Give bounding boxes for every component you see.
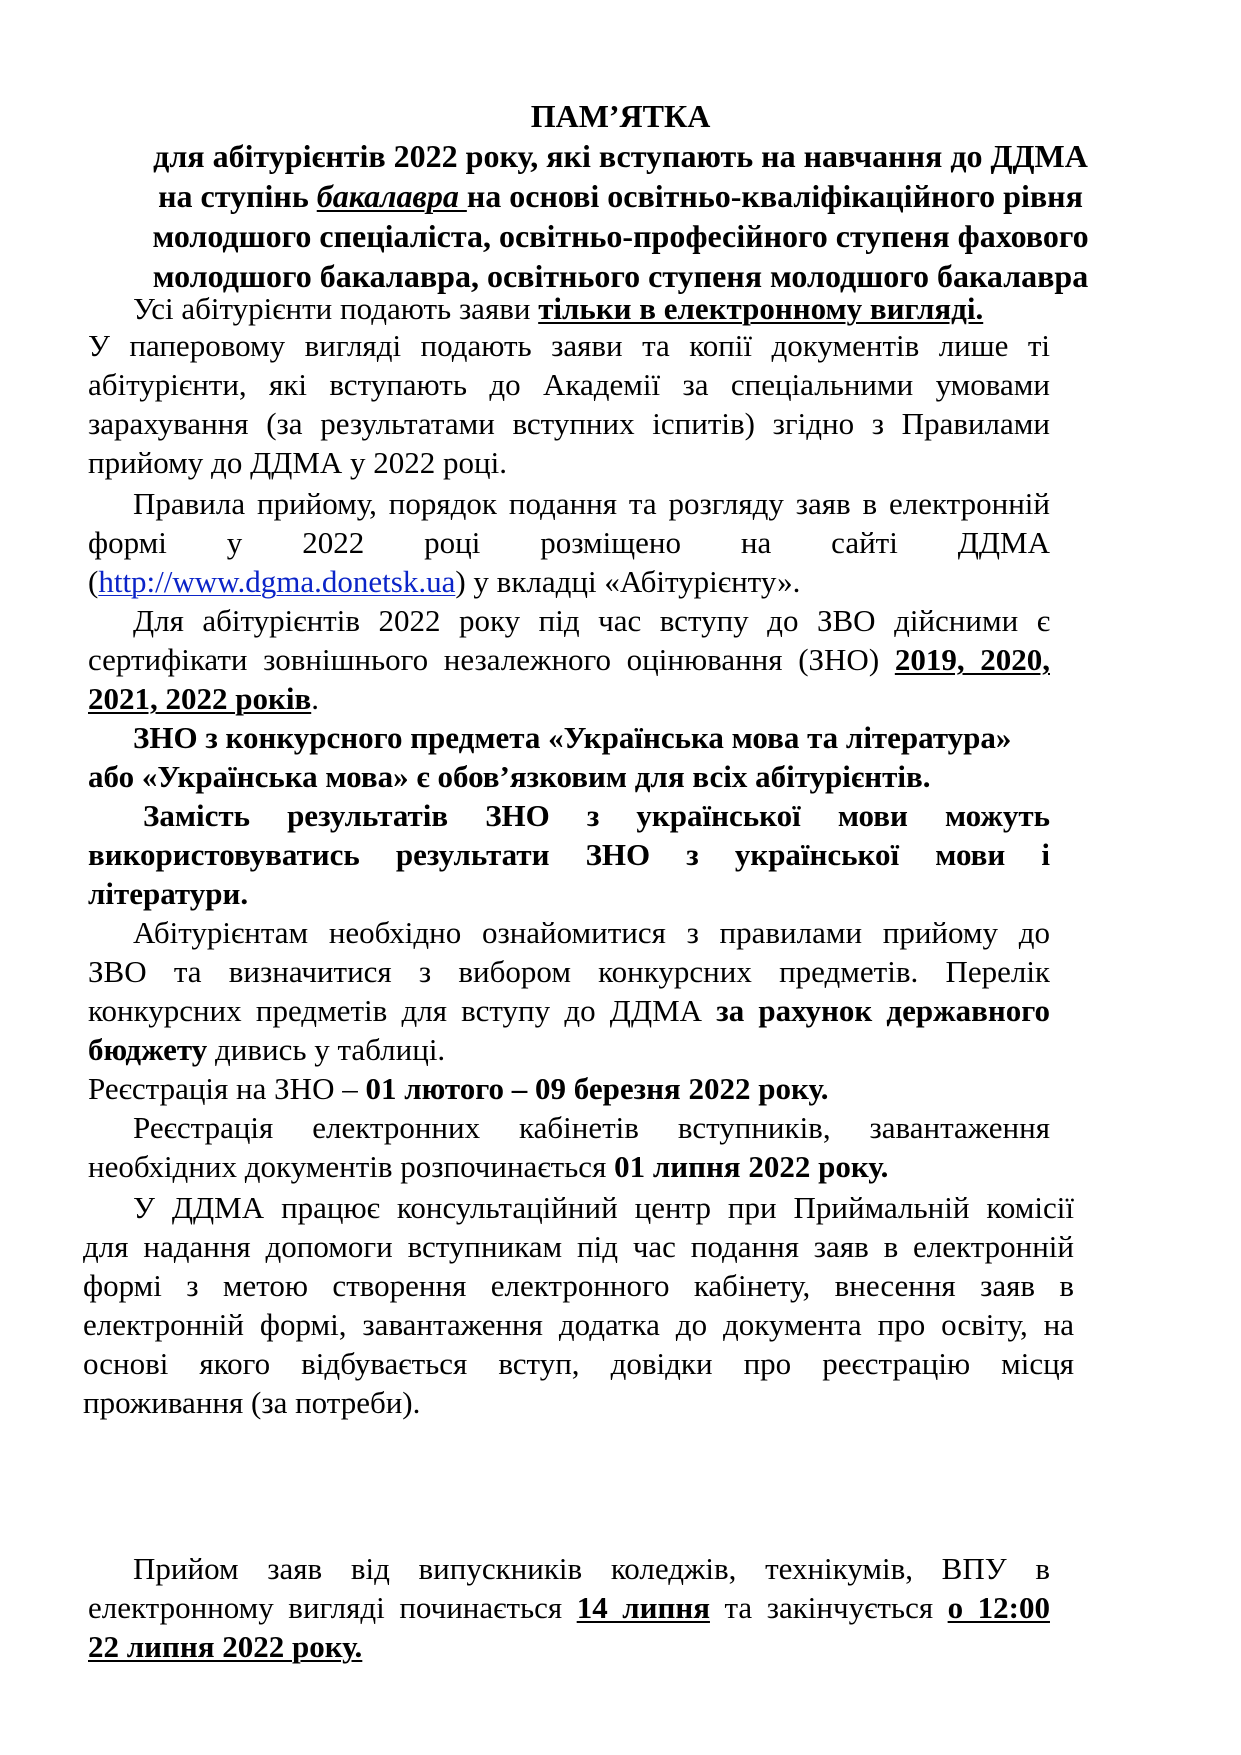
paragraph-application-line-1: Прийом заяв від випускників коледжів, технікумів, ВПУ в	[133, 1551, 1050, 1586]
paragraph-consult-line-2: для надання допомоги вступникам під час подання заяв в електронній	[83, 1229, 1074, 1264]
paragraph-consult-line-1: У ДДМА працює консультаційний центр при Приймальній комісії	[133, 1190, 1074, 1225]
paragraph-substitution-line-1: Замість результатів ЗНО з української мови можуть	[143, 798, 1050, 833]
subtitle-line-3: молодшого спеціаліста, освітньо-професійного ступеня фахового	[152, 218, 1089, 254]
paragraph-ukrainian-required-line-1: ЗНО з конкурсного предмета «Українська мова та література»	[133, 720, 1012, 755]
paragraph-certificates-line-3	[88, 679, 1241, 719]
text: Усі абітурієнти подають заяви	[133, 291, 539, 326]
paragraph-cabinet-line-1: Реєстрація електронних кабінетів вступників, завантаження	[133, 1110, 1050, 1145]
paragraph-consult-line-6: проживання (за потреби).	[83, 1385, 421, 1420]
text: та закінчується	[709, 1590, 948, 1625]
budget-emphasis: за рахунок державного	[716, 993, 1050, 1028]
paragraph-cabinet-line-2	[88, 1147, 1241, 1187]
paragraph-zno-registration	[88, 1069, 1241, 1109]
website-link[interactable]: http://www.dgma.donetsk.ua	[98, 564, 456, 599]
paragraph-subjects-line-2: ЗВО та визначитися з вибором конкурсних предметів. Перелік	[88, 954, 1050, 989]
paragraph-paper-line-2: абітурієнти, які вступають до Академії за спеціальними умовами	[88, 367, 1050, 402]
text: електронному вигляді починається	[88, 1590, 577, 1625]
budget-emphasis: бюджету	[88, 1032, 208, 1067]
paragraph-paper-line-4: прийому до ДДМА у 2022 році.	[88, 445, 508, 480]
document-title: ПАМ’ЯТКА	[530, 98, 711, 134]
paragraph-application-line-3	[88, 1627, 1241, 1667]
text: Реєстрація на ЗНО –	[88, 1071, 366, 1106]
subtitle-text: на основі освітньо-кваліфікаційного рівня	[466, 178, 1083, 214]
paragraph-certificates-line-1: Для абітурієнтів 2022 року під час вступу до ЗВО дійсними є	[133, 603, 1050, 638]
end-date-emphasis: 22 липня 2022 року.	[88, 1629, 363, 1664]
subtitle-line-1: для абітурієнтів 2022 року, які вступають на навчання до ДДМА	[153, 138, 1088, 174]
paragraph-rules-line-2: формі у 2022 році розміщено на сайті ДДМА	[88, 525, 1050, 560]
text: конкурсних предметів для вступу до ДДМА	[88, 993, 717, 1028]
paragraph-substitution-line-3: літератури.	[88, 876, 249, 911]
paragraph-certificates-line-2	[88, 640, 1050, 680]
zno-dates-emphasis: 01 лютого – 09 березня 2022 року.	[365, 1071, 829, 1106]
paragraph-rules-line-1: Правила прийому, порядок подання та розгляду заяв в електронній	[133, 486, 1050, 521]
text: дивись у таблиці.	[207, 1032, 446, 1067]
years-emphasis: 2019, 2020,	[894, 642, 1050, 677]
electronic-only-emphasis: тільки в електронному вигляді.	[538, 291, 984, 326]
end-time-emphasis: о 12:00	[947, 1590, 1050, 1625]
text: (	[88, 564, 99, 599]
cabinet-date-emphasis: 01 липня 2022 року.	[614, 1149, 889, 1184]
subtitle-text: на ступінь	[158, 178, 317, 214]
text: необхідних документів розпочинається	[88, 1149, 615, 1184]
paragraph-consult-line-5: основі якого відбувається вступ, довідки про реєстрацію місця	[83, 1346, 1074, 1381]
text: .	[311, 681, 319, 716]
paragraph-rules-line-3	[88, 562, 1241, 602]
years-emphasis: 2021, 2022 років	[88, 681, 312, 716]
paragraph-subjects-line-1: Абітурієнтам необхідно ознайомитися з правилами прийому до	[133, 915, 1050, 950]
subtitle-line-2	[0, 176, 1241, 216]
paragraph-subjects-line-4	[88, 1030, 1241, 1070]
degree-emphasis: бакалавра	[316, 178, 467, 214]
paragraph-application-line-2	[88, 1588, 1050, 1628]
text: сертифікати зовнішнього незалежного оцінювання (ЗНО)	[88, 642, 895, 677]
paragraph-paper-line-3: зарахування (за результатами вступних іспитів) згідно з Правилами	[88, 406, 1050, 441]
paragraph-consult-line-3: формі з метою створення електронного кабінету, внесення заяв в	[83, 1268, 1074, 1303]
start-date-emphasis: 14 липня	[576, 1590, 710, 1625]
paragraph-consult-line-4: електронній формі, завантаження додатка до документа про освіту, на	[83, 1307, 1074, 1342]
paragraph-substitution-line-2: використовуватись результати ЗНО з української мови і	[88, 837, 1050, 872]
text: ) у вкладці «Абітурієнту».	[455, 564, 801, 599]
paragraph-ukrainian-required-line-2: або «Українська мова» є обов’язковим для всіх абітурієнтів.	[88, 759, 931, 794]
subtitle-line-4: молодшого бакалавра, освітнього ступеня молодшого бакалавра	[152, 258, 1089, 294]
paragraph-paper-line-1-justified: У паперовому вигляді подають заяви та копії документів лише ті	[88, 328, 1050, 363]
paragraph-subjects-line-3	[88, 991, 1050, 1031]
paragraph-electronic-only	[133, 289, 1241, 329]
